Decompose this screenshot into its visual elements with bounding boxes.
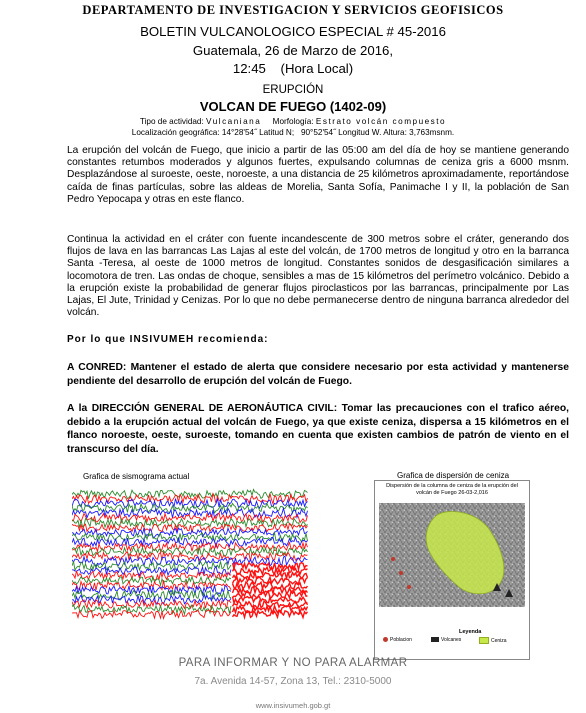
dgac-recommendation: A la DIRECCIÓN GENERAL DE AERONÁUTICA CIVIL: Tomar las precauciones con el trafico aéreo, debido a la erupción actual del volcán de Fuego, ya que existe ceniza, dispersa a 15 kilómetros en el flanco noroeste, oeste, suroeste, tomando en cuenta que existen cambios de patrón de viento en el transcurso del día.	[67, 403, 569, 455]
activity-value: Vulcaniana	[206, 117, 262, 126]
website: www.insivumeh.gob.gt	[255, 701, 331, 710]
ash-map-subtitle: Dispersión de la columna de ceniza de la erupción del volcán de Fuego 26-03-2,016	[386, 483, 518, 496]
address: 7a. Avenida 14-57, Zona 13, Tel.: 2310-5000	[194, 676, 392, 687]
legend-item-ceniza: Ceniza	[479, 637, 507, 644]
slogan: PARA INFORMAR Y NO PARA ALARMAR	[178, 657, 408, 669]
department-title: DEPARTAMENTO DE INVESTIGACION Y SERVICIOS GEOFISICOS	[82, 3, 504, 17]
legend-item-volcanes: Volcanes	[431, 637, 461, 643]
bulletin-number: BOLETIN VULCANOLOGICO ESPECIAL # 45-2016	[140, 24, 446, 39]
bulletin-date: Guatemala, 26 de Marzo de 2016,	[192, 43, 394, 58]
ash-map-image	[379, 503, 525, 607]
legend-item-poblacion: Poblacion	[383, 637, 412, 643]
morph-value: Estrato volcán compuesto	[315, 117, 447, 126]
paragraph-activity: Continua la actividad en el cráter con fuente incandescente de 300 metros sobre el cráter, generando dos flujos de lava en las barrancas Las Lajas al este del volcán, de 1700 metros de longitud y otro en la barranca Santa -Teresa, al oeste de 1000 metros de longitud. Constantes sonidos de desgasificación similares a locomotora de tren. Las ondas de choque, sensibles a mas de 15 kilómetros del perímetro volcánico. Debido a la erupción existe la probabilidad de generar flujos piroclasticos por las barrancas, principalmente por Las Lajas, El Jute, Trinidad y Cenizas. Por lo que no debe permanecerse dentro de ninguna barranca alrededor del volcán.	[67, 234, 569, 319]
ash-dispersion-title: Grafica de dispersión de ceniza	[397, 471, 510, 480]
time-value: 12:45	[232, 61, 266, 76]
activity-label: Tipo de actividad:	[139, 117, 204, 126]
recommend-heading: Por lo que INSIVUMEH recomienda:	[67, 334, 269, 345]
activity-line	[0, 117, 586, 126]
conred-recommendation: A CONRED: Mantener el estado de alerta que considere necesario por esta actividad y mantenerse pendiente del desarrollo de erupción del volcán de Fuego.	[67, 362, 569, 387]
bulletin-time	[0, 61, 586, 76]
alt-value: 3,763msnm.	[409, 128, 455, 137]
longitude: 90°52'54˝ Longitud W.	[300, 128, 382, 137]
time-note: (Hora Local)	[280, 61, 354, 76]
ash-dispersion-map	[374, 480, 530, 660]
paragraph-eruption: La erupción del volcán de Fuego, que inicio a partir de las 05:00 am del día de hoy se mantiene generando constantes retumbos moderados y algunos fuertes, expulsando columnas de ceniza gris a 6000 msnm. Desplazándose al suroeste, oeste, noroeste, a una distancia de 25 kilómetros aproximadamente, reportándose caída de finas partículas, sobre las aldeas de Morelia, Santa Sofía, Panimache I y II, la población de San Pedro Yepocapa y otras en este flanco.	[67, 145, 569, 205]
event-type: ERUPCIÓN	[262, 84, 324, 96]
legend-title: Leyenda	[459, 629, 482, 635]
location-line	[0, 128, 586, 137]
volcano-name: VOLCAN DE FUEGO (1402-09)	[199, 99, 387, 114]
alt-label: Altura:	[383, 128, 407, 137]
seismogram-title: Grafica de sismograma actual	[83, 472, 190, 481]
seismogram-image	[72, 488, 308, 621]
loc-label: Localización geográfica:	[131, 128, 220, 137]
latitude: 14°28'54˝ Latitud N;	[221, 128, 295, 137]
morph-label: Morfología:	[272, 117, 314, 126]
